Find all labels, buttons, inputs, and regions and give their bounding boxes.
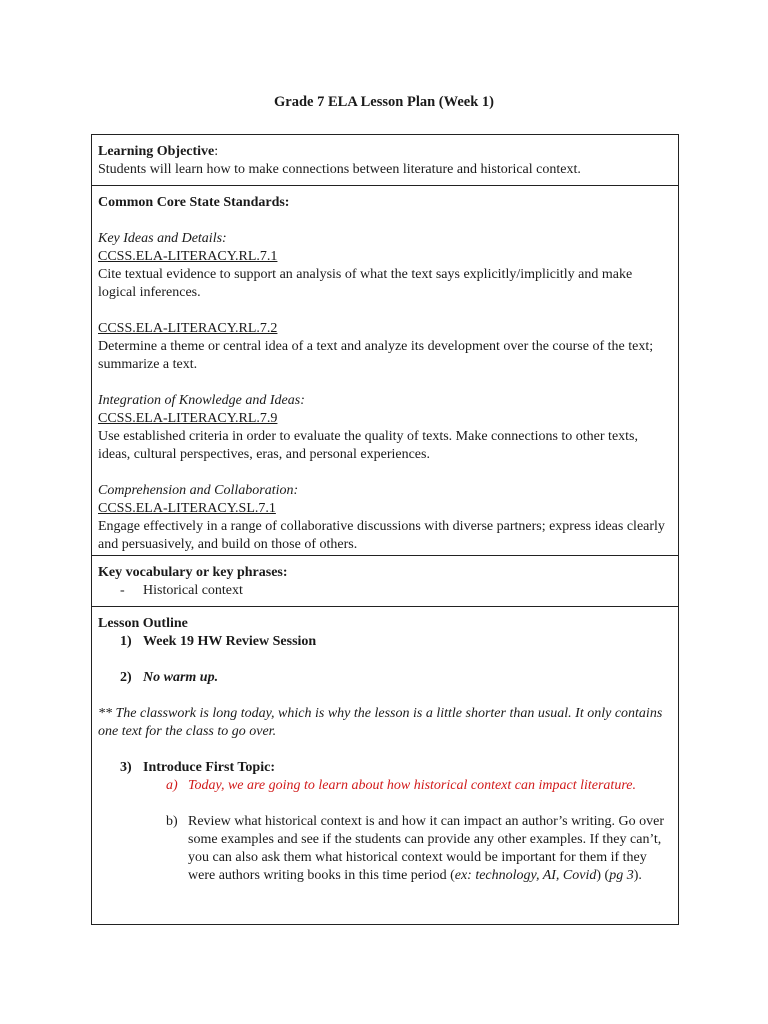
substep-text: Today, we are going to learn about how historical context can impact literature.: [188, 778, 636, 793]
objective-text: Students will learn how to make connections between literature and historical context.: [98, 162, 581, 177]
outline-step: [98, 669, 668, 687]
standards-cell: [92, 186, 678, 556]
step-number: 3): [120, 760, 132, 775]
lesson-plan-table: [91, 134, 679, 925]
outline-substep: [98, 813, 668, 885]
standard-description: Use established criteria in order to evaluate the quality of texts. Make connections to other texts, ideas, cultural perspectives, eras, and personal experiences.: [98, 429, 638, 462]
vocabulary-heading: Key vocabulary or key phrases:: [98, 565, 288, 580]
standard-category: Comprehension and Collaboration:: [98, 483, 299, 498]
outline-substep: [98, 777, 668, 795]
substep-label: a): [166, 778, 178, 793]
step-number: 2): [120, 670, 132, 685]
objective-colon: :: [214, 144, 219, 159]
step-text: Introduce First Topic:: [143, 760, 275, 775]
standard-code-link[interactable]: CCSS.ELA-LITERACY.SL.7.1: [98, 501, 276, 516]
standard-category: Key Ideas and Details:: [98, 231, 227, 246]
objective-label: Learning Objective: [98, 144, 215, 159]
substep-label: b): [166, 814, 178, 829]
standard-code-link[interactable]: CCSS.ELA-LITERACY.RL.7.1: [98, 249, 278, 264]
standard-code-link[interactable]: CCSS.ELA-LITERACY.RL.7.2: [98, 321, 278, 336]
vocabulary-cell: [92, 556, 678, 607]
substep-text: [188, 813, 668, 885]
standards-heading: Common Core State Standards:: [98, 195, 290, 210]
standard-description: Engage effectively in a range of collaborative discussions with diverse partners; express ideas clearly and persuasively, and build on those of others.: [98, 519, 665, 552]
outline-step: [98, 633, 668, 651]
outline-step: [98, 759, 668, 777]
standard-description: Determine a theme or central idea of a text and analyze its development over the course of the text; summarize a text.: [98, 339, 654, 372]
substep-end-text: ).: [633, 868, 642, 883]
substep-main-text: Review what historical context is and how it can impact an author’s writing. Go over some examples and see if the students can provide any other examples. If they can’t, you can also ask them what historical context would be important for them if they were authors writing books in this time period (: [188, 814, 665, 883]
step-text: No warm up.: [143, 670, 219, 685]
substep-page-ref: pg 3: [609, 868, 634, 883]
substep-close-text: ) (: [596, 868, 610, 883]
vocabulary-item: [98, 582, 668, 600]
page-title: Grade 7 ELA Lesson Plan (Week 1): [274, 94, 494, 110]
bullet-dash: -: [120, 583, 125, 598]
outline-note: ** The classwork is long today, which is why the lesson is a little shorter than usual. It only contains one text for the class to go over.: [98, 706, 663, 739]
standard-code-link[interactable]: CCSS.ELA-LITERACY.RL.7.9: [98, 411, 278, 426]
step-number: 1): [120, 634, 132, 649]
outline-cell: [92, 607, 678, 924]
step-text: Week 19 HW Review Session: [143, 634, 317, 649]
substep-example: ex: technology, AI, Covid: [454, 868, 597, 883]
vocabulary-item-text: Historical context: [143, 583, 243, 598]
outline-heading: Lesson Outline: [98, 616, 188, 631]
standard-description: Cite textual evidence to support an analysis of what the text says explicitly/implicitly and make logical inferences.: [98, 267, 633, 300]
objective-cell: [92, 135, 678, 186]
standard-category: Integration of Knowledge and Ideas:: [98, 393, 305, 408]
